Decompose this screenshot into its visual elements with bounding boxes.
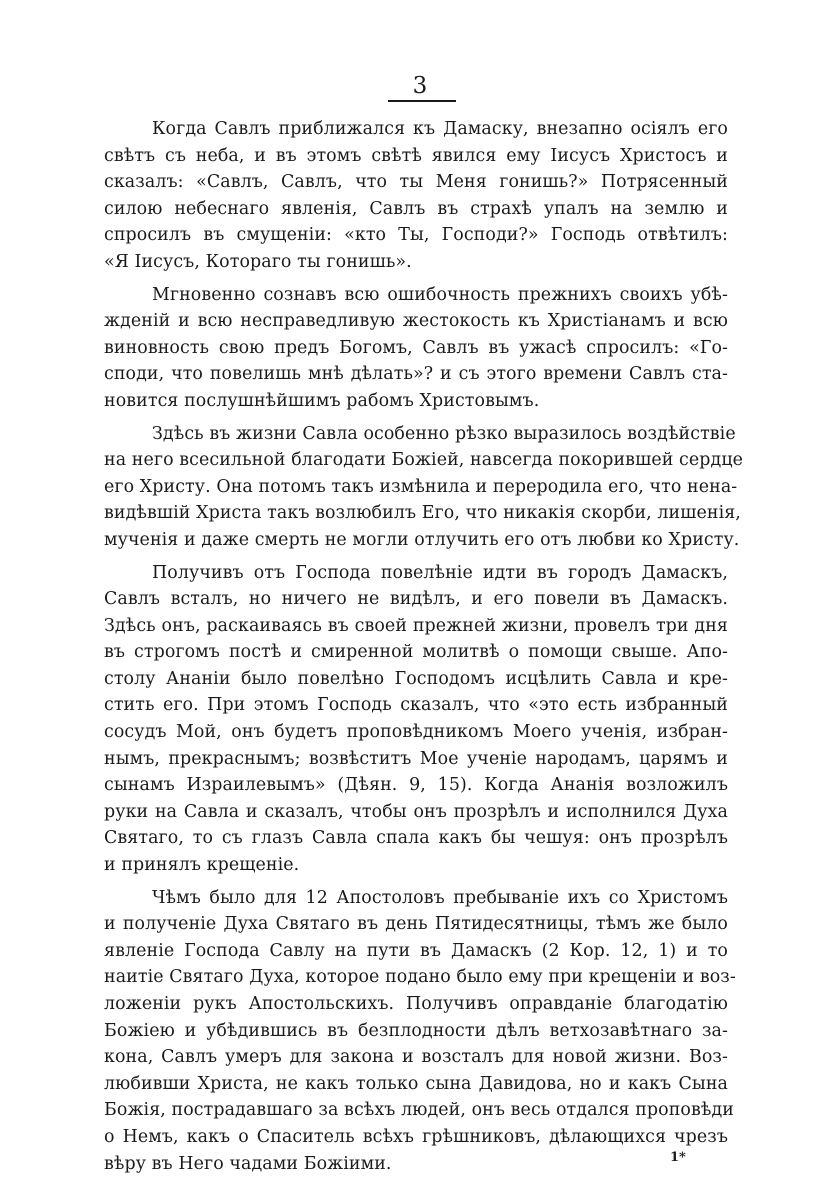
text-line: мученія и даже смерть не могли отлучить его отъ любви ко Христу. bbox=[104, 529, 740, 550]
text-line: его Христу. Она потомъ такъ измѣнила и переродила его, что нена- bbox=[104, 476, 738, 497]
text-line: Божіею и убѣдившись въ безплодности дѣлъ ветхозавѣтнаго за- bbox=[104, 1020, 728, 1041]
text-line: Здѣсь въ жизни Савла особенно рѣзко выразилось воздѣйствіе bbox=[152, 423, 736, 444]
text-line: сынамъ Израилевымъ» (Дѣян. 9, 15). Когда Ананія возложилъ bbox=[104, 775, 728, 796]
text-line: споди, что повелишь мнѣ дѣлать»? и съ этого времени Савлъ ста- bbox=[104, 364, 728, 385]
text-line: сосудъ Мой, онъ будетъ проповѣдникомъ Моего ученія, избран- bbox=[104, 722, 728, 743]
text-line: спросилъ въ смущеніи: «кто Ты, Господи?» Господь отвѣтилъ: bbox=[104, 225, 728, 246]
text-line: Чѣмъ было для 12 Апостоловъ пребываніе ихъ со Христомъ bbox=[152, 887, 728, 908]
paragraph-1 bbox=[104, 116, 728, 276]
text-line: виновность свою предъ Богомъ, Савлъ въ ужасѣ спросилъ: «Го- bbox=[104, 337, 728, 358]
text-line: Когда Савлъ приближался къ Дамаску, внезапно осіялъ его bbox=[152, 119, 728, 139]
text-line: Божія, пострадавшаго за всѣхъ людей, онъ весь отдался проповѣди bbox=[104, 1100, 734, 1121]
text-line: нымъ, прекраснымъ; возвѣститъ Мое ученіе народамъ, царямъ и bbox=[104, 748, 728, 769]
text-line: стить его. При этомъ Господь сказалъ, что «это есть избранный bbox=[104, 695, 728, 716]
text-line: о Немъ, какъ о Спаситель всѣхъ грѣшниковъ, дѣлающихся чрезъ bbox=[104, 1126, 728, 1147]
text-line: на него всесильной благодати Божіей, навсегда покорившей сердце bbox=[104, 450, 743, 471]
printer-signature-mark: 1* bbox=[670, 1150, 686, 1165]
paragraph-3 bbox=[104, 421, 743, 554]
paragraph-4 bbox=[104, 560, 728, 879]
text-line: любивши Христа, не какъ только сына Давидова, но и какъ Сына bbox=[104, 1073, 728, 1094]
text-line: явленіе Господа Савлу на пути въ Дамаскъ (2 Кор. 12, 1) и то bbox=[104, 940, 728, 961]
text-line: силою небеснаго явленія, Савлъ въ страхѣ упалъ на землю и bbox=[104, 198, 728, 219]
text-line: сказалъ: «Савлъ, Савлъ, что ты Меня гонишь?» Потрясенный bbox=[104, 172, 728, 193]
text-line: въ строгомъ постѣ и смиренной молитвѣ о помощи свыше. Апо- bbox=[104, 642, 728, 663]
text-line: и принялъ крещеніе. bbox=[104, 855, 300, 876]
text-line: Мгновенно сознавъ всю ошибочность прежнихъ своихъ убѣ- bbox=[152, 284, 728, 305]
text-line: новится послушнѣйшимъ рабомъ Христовымъ. bbox=[104, 390, 540, 411]
text-line: кона, Савлъ умеръ для закона и возсталъ для новой жизни. Воз- bbox=[104, 1047, 728, 1068]
text-line: вѣру въ Него чадами Божіими. bbox=[104, 1153, 392, 1174]
text-line: видѣвшій Христа такъ возлюбилъ Его, что никакія скорби, лишенія, bbox=[104, 503, 741, 524]
text-line: столу Ананіи было повелѣно Господомъ исцѣлить Савла и кре- bbox=[104, 668, 728, 689]
text-line: наитіе Святаго Духа, которое подано было ему при крещеніи и воз- bbox=[104, 967, 736, 988]
text-line: «Я Іисусъ, Котораго ты гонишь». bbox=[104, 251, 412, 272]
page-number-rule bbox=[388, 100, 456, 102]
text-line: Савлъ всталъ, но ничего не видѣлъ, и его повели въ Дамаскъ. bbox=[104, 589, 728, 610]
text-line: и полученіе Духа Святаго въ день Пятидесятницы, тѣмъ же было bbox=[104, 914, 728, 935]
body-text bbox=[104, 116, 743, 1177]
text-line: Святаго, то съ глазъ Савла спала какъ бы чешуя: онъ прозрѣлъ bbox=[104, 828, 728, 849]
text-line: Здѣсь онъ, раскаиваясь въ своей прежней жизни, провелъ три дня bbox=[104, 615, 728, 636]
text-line: Получивъ отъ Господа повелѣніе идти въ городъ Дамаскъ, bbox=[152, 562, 728, 583]
text-line: жденій и всю несправедливую жестокость къ Христіанамъ и всю bbox=[104, 311, 728, 332]
paragraph-5 bbox=[104, 885, 736, 1178]
paragraph-2 bbox=[104, 282, 728, 415]
page-number: 3 bbox=[412, 73, 428, 99]
text-line: ложеніи рукъ Апостольскихъ. Получивъ оправданіе благодатію bbox=[104, 994, 728, 1014]
text-line: свѣтъ съ неба, и въ этомъ свѣтѣ явился ему Іисусъ Христосъ и bbox=[104, 145, 728, 166]
text-line: руки на Савла и сказалъ, чтобы онъ прозрѣлъ и исполнился Духа bbox=[104, 801, 728, 822]
